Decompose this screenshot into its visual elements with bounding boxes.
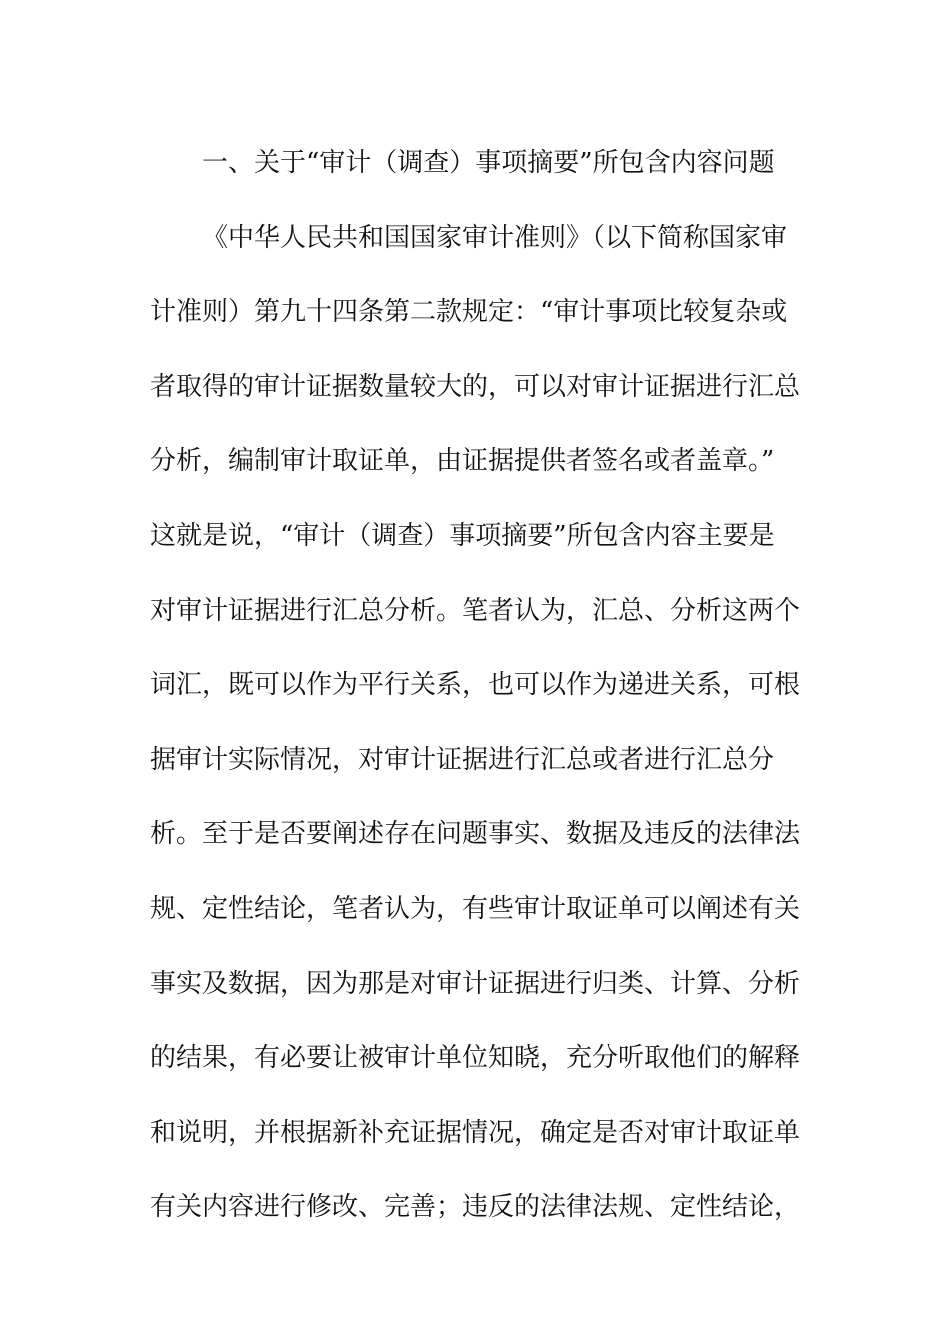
paragraph-line: 者取得的审计证据数量较大的，可以对审计证据进行汇总 [150, 371, 801, 402]
paragraph-line: 计准则）第九十四条第二款规定：“审计事项比较复杂或 [150, 297, 788, 328]
paragraph-line: 和说明，并根据新补充证据情况，确定是否对审计取证单 [150, 1117, 801, 1148]
paragraph-line: 有关内容进行修改、完善；违反的法律法规、定性结论， [150, 1192, 801, 1223]
paragraph-line: 词汇，既可以作为平行关系，也可以作为递进关系，可根 [150, 670, 801, 701]
paragraph-line: 对审计证据进行汇总分析。笔者认为，汇总、分析这两个 [150, 595, 801, 626]
paragraph-line: 据审计实际情况，对审计证据进行汇总或者进行汇总分 [150, 744, 775, 775]
paragraph-line: 规、定性结论，笔者认为，有些审计取证单可以阐述有关 [150, 893, 801, 924]
document-body [150, 126, 801, 1245]
paragraph-line: 这就是说，“审计（调查）事项摘要”所包含内容主要是 [150, 520, 775, 551]
paragraph-line: 分析，编制审计取证单，由证据提供者签名或者盖章。” [150, 446, 775, 477]
paragraph-line: 事实及数据，因为那是对审计证据进行归类、计算、分析 [150, 968, 801, 999]
section-heading: 一、关于“审计（调查）事项摘要”所包含内容问题 [202, 148, 775, 178]
paragraph-line: 《中华人民共和国国家审计准则》（以下简称国家审 [202, 222, 788, 253]
paragraph-line: 析。至于是否要阐述存在问题事实、数据及违反的法律法 [150, 819, 801, 850]
paragraph-line: 的结果，有必要让被审计单位知晓，充分听取他们的解释 [150, 1043, 801, 1074]
